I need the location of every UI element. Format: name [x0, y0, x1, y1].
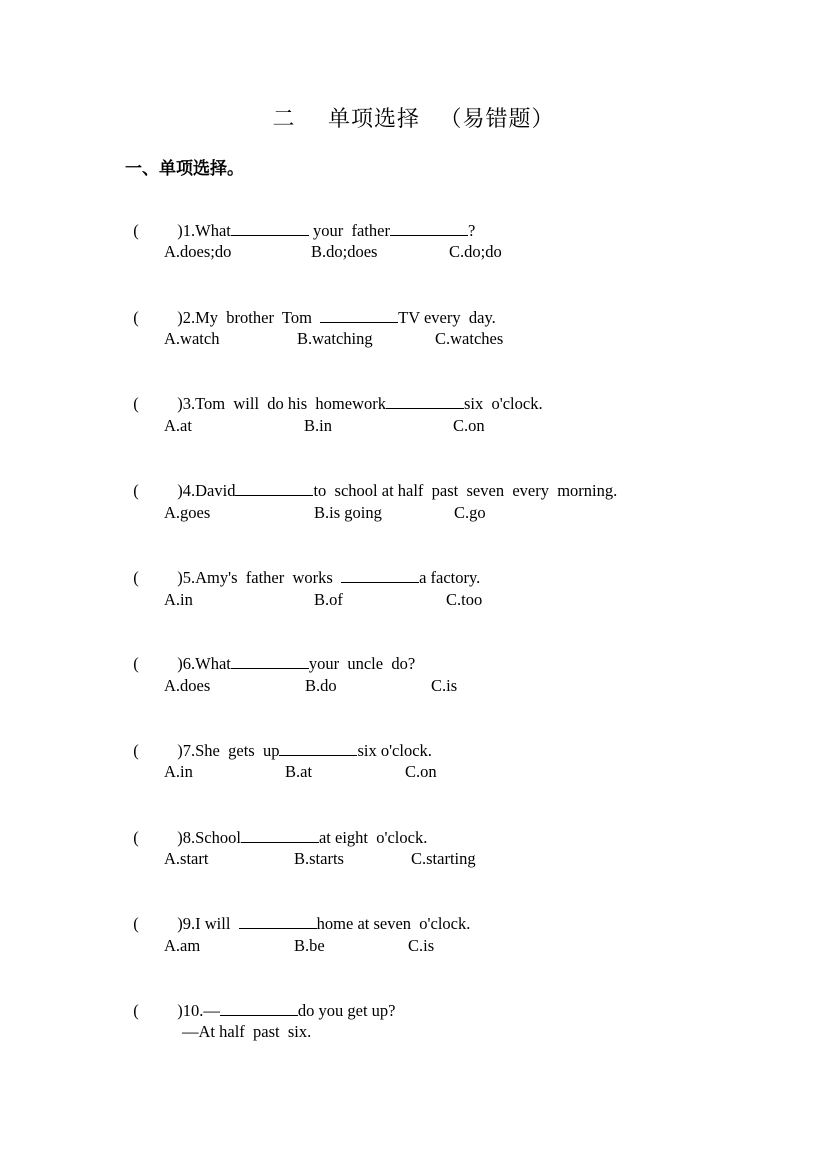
answer-paren: (: [133, 394, 139, 413]
answer-paren: (: [133, 828, 139, 847]
answer-paren: (: [133, 741, 139, 760]
answer-blank: [386, 393, 464, 409]
answer-blank: [341, 567, 419, 583]
answer-paren: (: [133, 1001, 139, 1020]
option-b: B.be: [294, 936, 325, 955]
option-a: A.at: [164, 416, 192, 435]
title-part-name: 单项选择: [327, 106, 420, 131]
option-a: A.goes: [164, 503, 211, 522]
title-part-note: （易错题）: [439, 106, 555, 131]
option-a: A.in: [164, 762, 193, 781]
answer-blank: [241, 827, 319, 843]
option-c: C.is: [431, 676, 458, 695]
question-text: )1.What: [177, 221, 231, 240]
answer-blank: [320, 307, 398, 323]
option-a: A.watch: [164, 329, 220, 348]
question-text: )10.—: [177, 1001, 220, 1020]
option-c: C.starting: [411, 849, 476, 868]
question-text: a factory.: [419, 568, 481, 587]
option-c: C.do;do: [449, 242, 502, 261]
option-a: A.does;do: [164, 242, 232, 261]
question-text: )6.What: [177, 654, 231, 673]
question-6: [125, 631, 415, 675]
question-text: to school at half past seven every morning.: [313, 481, 618, 500]
answer-paren: (: [133, 914, 139, 933]
question-text: TV every day.: [398, 308, 496, 327]
question-text: your uncle do?: [308, 654, 416, 673]
question-text: )3.Tom will do his homework: [177, 394, 386, 413]
question-text: )5.Amy's father works: [177, 568, 342, 587]
question-1: [125, 198, 475, 242]
question-2: [125, 285, 496, 329]
question-text: home at seven o'clock.: [316, 914, 471, 933]
answer-paren: (: [133, 654, 139, 673]
option-b: B.in: [304, 416, 332, 435]
page-title: [0, 102, 827, 133]
question-text: )7.She gets up: [177, 741, 280, 760]
option-b: B.of: [314, 590, 343, 609]
option-a: A.am: [164, 936, 201, 955]
option-c: C.watches: [435, 329, 504, 348]
answer-paren: (: [133, 568, 139, 587]
section-heading: 一、单项选择。: [125, 159, 244, 178]
option-c: C.on: [453, 416, 485, 435]
answer-paren: (: [133, 221, 139, 240]
question-8: [125, 805, 427, 849]
question-9: [125, 891, 470, 935]
option-b: B.do;does: [311, 242, 378, 261]
option-b: B.watching: [297, 329, 373, 348]
option-c: C.too: [446, 590, 483, 609]
option-b: B.is going: [314, 503, 382, 522]
question-7: [125, 718, 432, 762]
option-a: A.start: [164, 849, 209, 868]
option-b: B.starts: [294, 849, 344, 868]
question-text: )4.David: [177, 481, 236, 500]
option-c: C.on: [405, 762, 437, 781]
question-3: [125, 371, 543, 415]
option-c: C.go: [454, 503, 486, 522]
option-a: A.does: [164, 676, 211, 695]
answer-blank: [231, 220, 309, 236]
title-part-number: 二: [272, 106, 296, 131]
answer-blank: [231, 653, 309, 669]
question-text: ?: [467, 221, 476, 240]
question-text: six o'clock.: [464, 394, 543, 413]
option-b: B.at: [285, 762, 313, 781]
answer-blank: [220, 1000, 298, 1016]
answer-blank: [279, 740, 357, 756]
answer-blank: [239, 913, 317, 929]
question-text: at eight o'clock.: [318, 828, 428, 847]
option-a: A.in: [164, 590, 193, 609]
question-text: your father: [308, 221, 390, 240]
question-text: )8.School: [177, 828, 241, 847]
question-4: [125, 458, 617, 502]
question-text: )2.My brother Tom: [177, 308, 321, 327]
question-10: [125, 978, 395, 1022]
question-text: do you get up?: [297, 1001, 396, 1020]
question-5: [125, 545, 480, 589]
answer-paren: (: [133, 308, 139, 327]
question-text: six o'clock.: [357, 741, 432, 760]
answer-blank: [235, 480, 313, 496]
answer-paren: (: [133, 481, 139, 500]
dialogue-answer: —At half past six.: [182, 1022, 312, 1041]
question-text: )9.I will: [177, 914, 239, 933]
answer-blank: [390, 220, 468, 236]
option-b: B.do: [305, 676, 337, 695]
option-c: C.is: [408, 936, 435, 955]
